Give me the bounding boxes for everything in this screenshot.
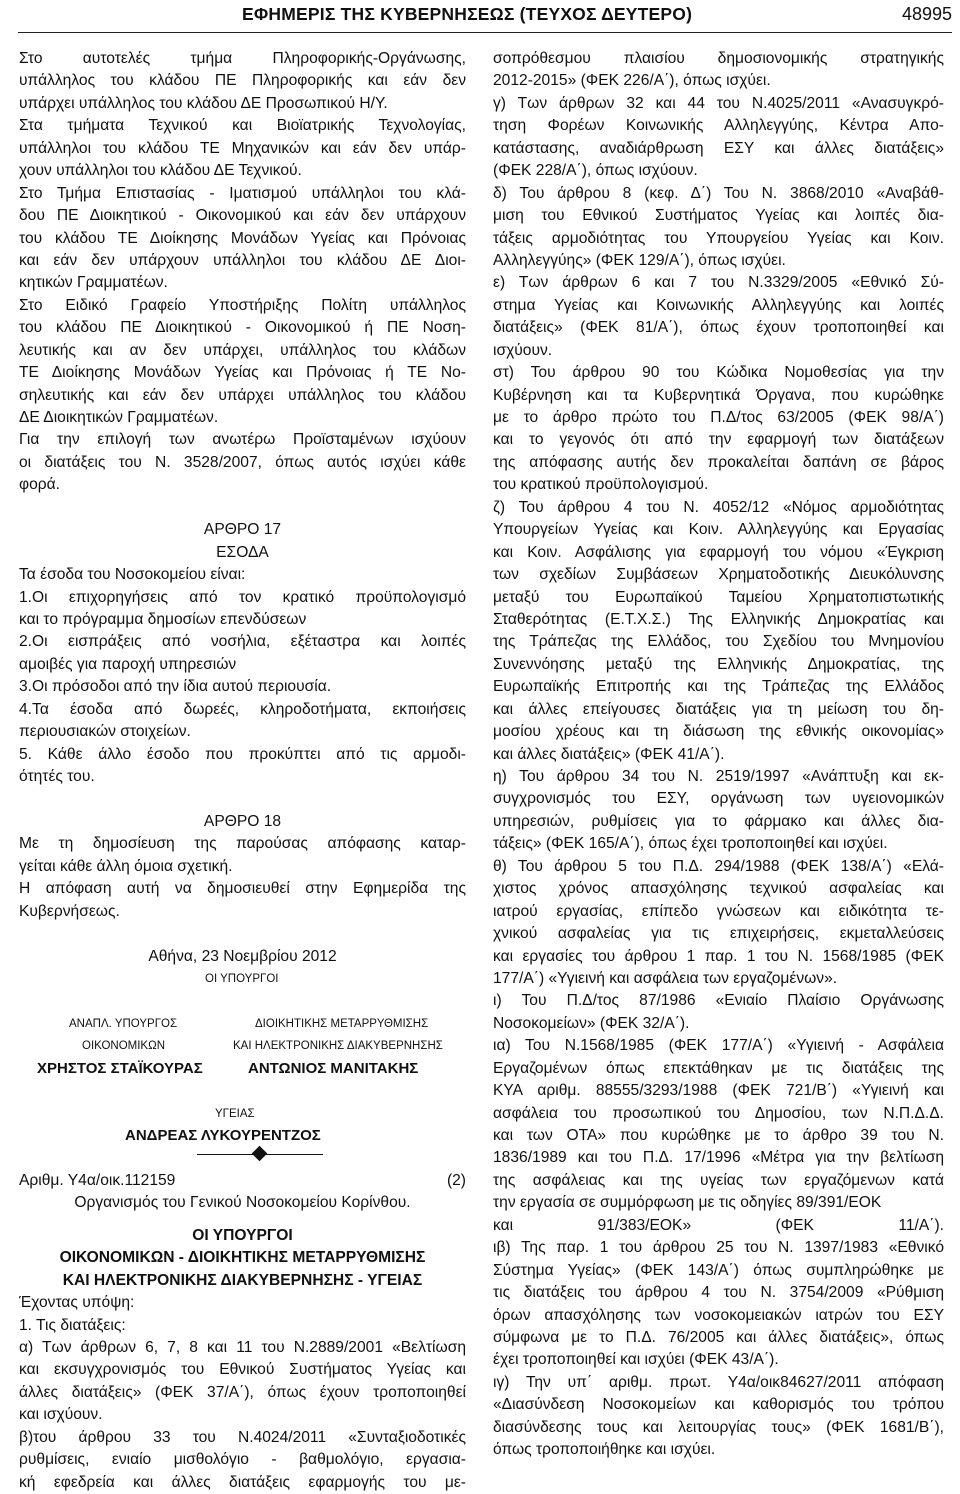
text-line: τάξεις» (ΦΕΚ 165/Α΄), όπως έχει τροποποιηθεί και ισχύει. (493, 835, 888, 853)
text-line: Με τη δημοσίευση της παρούσας απόφασης καταρ- (19, 835, 466, 853)
minister-title: ΑΝΑΠΛ. ΥΠΟΥΡΓΟΣ (69, 1017, 178, 1030)
minister-titles (19, 1103, 466, 1125)
text-line: ια) Του Ν.1568/1985 (ΦΕΚ 177/Α΄) «Υγιεινή - Ασφάλεια (493, 1037, 944, 1055)
text-line: κητικών Γραμματέων. (19, 274, 168, 292)
article-18-heading: ΑΡΘΡΟ 18 (203, 812, 282, 830)
minister-name: ΑΝΔΡΕΑΣ ΛΥΚΟΥΡΕΝΤΖΟΣ (125, 1127, 321, 1144)
text-line: Στο Ειδικό Γραφείο Υποστήριξης Πολίτη υπάλληλος (19, 296, 466, 314)
text-line: και εργασίες του άρθρου 1 παρ. 1 του Ν. 1568/1985 (ΦΕΚ (493, 947, 944, 965)
text-line: χνικού ασφαλείας για τις επιχειρήσεις, εκμεταλλεύσεις (493, 925, 944, 943)
text-line: ι) Του Π.Δ/τος 87/1986 «Ενιαίο Πλαίσιο Οργάνωσης (493, 992, 944, 1010)
text-line: κατάστασης, αναδιάρθρωση ΕΣΥ και άλλες διατάξεις» (493, 139, 944, 157)
text-line: σύμφωνα με το Π.Δ. 76/2005 και άλλες διατάξεις», όπως (493, 1328, 944, 1346)
text-line: Έχοντας υπόψη: (19, 1294, 135, 1312)
text-line: και εκσυγχρονισμός του Εθνικού Συστήματος Υγείας και (19, 1361, 466, 1379)
text-line: 1. Τις διατάξεις: (19, 1316, 126, 1334)
authority-line: ΚΑΙ ΗΛΕΚΤΡΟΝΙΚΗΣ ΔΙΑΚΥΒΕΡΝΗΣΗΣ - ΥΓΕΙΑΣ (62, 1271, 423, 1289)
gazette-title: ΕΦΗΜΕΡΙΣ ΤΗΣ ΚΥΒΕΡΝΗΣΕΩΣ (ΤΕΥΧΟΣ ΔΕΥΤΕΡΟ) (242, 4, 693, 24)
right-column (493, 48, 944, 1462)
minister-names (19, 1058, 466, 1080)
minister-name: ΧΡΗΣΤΟΣ ΣΤΑΪΚΟΥΡΑΣ (37, 1059, 203, 1077)
ministers-label (19, 968, 466, 990)
text-line: δου ΠΕ Διοικητικού - Οικονομικού και εάν δεν υπάρχουν (19, 207, 466, 225)
text-line: σηλευτικής και εάν δεν υπάρχει υπάλληλος του κλάδου (19, 386, 466, 404)
text-line: Για την επιλογή των ανωτέρω Προϊσταμένων ισχύουν (19, 431, 466, 449)
spacer (19, 923, 466, 945)
text-line: 1836/1989 και του Π.Δ. 17/1996 «Μέτρα για την βελτίωση (493, 1149, 944, 1167)
text-line: κή εφεδρεία και άλλες διατάξεις εφαρμογής του με- (19, 1473, 466, 1491)
minister-title: ΥΓΕΙΑΣ (215, 1107, 255, 1120)
text-line: του κλάδου ΠΕ Διοικητικού - Οικονομικού ή ΠΕ Νοση- (19, 319, 466, 337)
text-line: τηση Φορέων Κοινωνικής Αλληλεγγύης, Κέντρα Απο- (493, 117, 944, 135)
text-line: φορά. (19, 476, 61, 494)
text-line: όρων απασχόλησης των νοσοκομειακών ιατρών του ΕΣΥ (493, 1306, 944, 1324)
text-line: υπάλληλος του κλάδου ΠΕ Πληροφορικής και εάν δεν (19, 72, 466, 90)
text-line: ε) Των άρθρων 6 και 7 του Ν.3329/2005 «Εθνικό Σύ- (493, 274, 944, 292)
minister-title: ΔΙΟΙΚΗΤΙΚΗΣ ΜΕΤΑΡΡΥΘΜΙΣΗΣ (255, 1017, 429, 1030)
text-line: στημα Υγείας και Κοινωνικής Αλληλεγγύης και λοιπές (493, 296, 944, 314)
text-line: 1.Οι επιχορηγήσεις από τον κρατικό προϋπολογισμό (19, 588, 466, 606)
authority-line: ΟΙ ΥΠΟΥΡΓΟΙ (192, 1226, 293, 1244)
text-line: και Κοιν. Ασφάλισης για εφαρμογή του νόμου «Έγκριση (493, 543, 944, 561)
article-17-heading: ΑΡΘΡΟ 17 (203, 521, 282, 539)
text-line: ιβ) Της παρ. 1 του άρθρου 25 του Ν. 1397/1983 «Εθνικό (493, 1239, 944, 1257)
text-line: των σχεδίων Συμβάσεων Χρηματοδοτικής Διευκόλυνσης (493, 566, 944, 584)
text-line: διατάξεις» (ΦΕΚ 81/Α΄), όπως έχουν τροποποιηθεί και (493, 319, 944, 337)
text-line: υπηρεσιών, ρυθμίσεις για το φάρμακο και άλλες δια- (493, 812, 944, 830)
text-line: γ) Των άρθρων 32 και 44 του Ν.4025/2011 «Ανασυγκρό- (493, 94, 944, 112)
text-line: α) Των άρθρων 6, 7, 8 και 11 του Ν.2889/2001 «Βελτίωση (19, 1338, 466, 1356)
text-line: μοσίου χρέους και τη διάσωση της εθνικής οικονομίας» (493, 723, 944, 741)
text-line: ζ) Του άρθρου 4 του Ν. 4052/12 «Νόμος αρμοδιότητας (493, 498, 944, 516)
text-line: ότητές του. (19, 768, 95, 785)
text-line: Στο αυτοτελές τμήμα Πληροφορικής-Οργάνωσης, (19, 50, 466, 67)
text-line: και των ΟΤΑ» που κυρώθηκε με το άρθρο 39 του Ν. (493, 1127, 944, 1144)
text-line: υπάρχει υπάλληλος του κλάδου ΔΕ Προσωπικού Η/Υ. (19, 94, 388, 112)
text-line: Σταθερότητας (Ε.Τ.Χ.Σ.) Της Ελληνικής Δημοκρατίας και (493, 610, 944, 628)
text-line: Στα τμήματα Τεχνικού και Βιοϊατρικής Τεχνολογίας, (19, 117, 466, 135)
minister-titles (19, 1035, 466, 1057)
diamond-icon (252, 1146, 268, 1162)
text-line: του κλάδου ΤΕ Διοίκησης Μονάδων Υγείας και Πρόνοιας (19, 229, 466, 247)
text-line: στ) Του άρθρου 90 του Κώδικα Νομοθεσίας για την (493, 364, 944, 382)
text-line: μιση του Εθνικού Συστήματος Υγείας και λοιπές δια- (493, 207, 944, 225)
text-line: Εργαζομένων όπως επεκτάθηκαν με τις διατάξεις της (493, 1059, 944, 1077)
text-line: (ΦΕΚ 228/Α΄), όπως ισχύουν. (493, 162, 698, 180)
text-line: ασφάλεια του προσωπικού του Δημοσίου, των Ν.Π.Δ.Δ. (493, 1104, 944, 1122)
text-line: Νοσοκομείων» (ΦΕΚ 32/Α΄). (493, 1014, 690, 1032)
spacer (19, 1080, 466, 1102)
text-line: Κυβερνήσεως. (19, 902, 120, 920)
text-line: της απόφασης αυτής δεν προκαλείται δαπάνη σε βάρος (493, 453, 944, 471)
left-column (19, 48, 466, 1494)
spacer (19, 1215, 466, 1225)
text-line: γείται κάθε άλλη όμοια σχετική. (19, 857, 233, 875)
text-line: Τα έσοδα του Νοσοκομείου είναι: (19, 566, 246, 584)
authority-line: ΟΙΚΟΝΟΜΙΚΩΝ - ΔΙΟΙΚΗΤΙΚΗΣ ΜΕΤΑΡΡΥΘΜΙΣΗΣ (59, 1249, 426, 1267)
text-line: ΚΥΑ αριθμ. 88555/3293/1988 (ΦΕΚ 721/Β΄) «Υγιεινή και (493, 1082, 944, 1100)
text-line: ΔΕ Διοικητικών Γραμματέων. (19, 409, 219, 426)
text-line: και εάν δεν υπάρχουν υπάλληλοι του κλάδου ΔΕ Διοι- (19, 251, 466, 269)
text-line: και 91/383/ΕΟΚ» (ΦΕΚ 11/Α΄). (493, 1216, 944, 1234)
page-number: 48995 (901, 4, 952, 24)
article-17-subheading: ΕΣΟΔΑ (216, 543, 269, 561)
spacer (19, 990, 466, 1012)
text-line: ισχύουν. (493, 341, 553, 359)
reference-index: (2) (446, 1171, 466, 1189)
text-line: έχει τροποποιηθεί και ισχύει (ΦΕΚ 43/Α΄). (493, 1351, 779, 1369)
text-line: 5. Κάθε άλλο έσοδο που προκύπτει από τις αρμοδι- (19, 745, 466, 763)
text-line: και το γεγονός ότι από την εφαρμογή των διατάξεων (493, 431, 944, 449)
text-line: περιουσιακών στοιχείων. (19, 723, 191, 741)
spacer (19, 497, 466, 519)
document-subject: Οργανισμός του Γενικού Νοσοκομείου Κορίνθου. (74, 1194, 411, 1212)
text-line: της ασφάλειας και της υγείας των εργαζόμενων κατά (493, 1171, 944, 1189)
page-header (0, 0, 960, 34)
text-line: τάξεις αρμοδιότητας του Υπουργείου Υγείας και Κοιν. (493, 229, 944, 247)
minister-titles (19, 1013, 466, 1035)
text-line: η) Του άρθρου 34 του Ν. 2519/1997 «Ανάπτυξη και εκ- (493, 768, 944, 785)
text-line: 2.Οι εισπράξεις από νοσήλια, εξέταστρα και λοιπές (19, 633, 466, 651)
text-line: 4.Τα έσοδα από δωρεές, κληροδοτήματα, εκποιήσεις (19, 700, 466, 718)
text-line: Συνεννόησης μεταξύ της Ελληνικής Δημοκρατίας, της (493, 655, 944, 673)
text-line: Ευρωπαϊκής Επιτροπής και της Τράπεζας της Ελλάδος (493, 678, 944, 696)
minister-name: ΑΝΤΩΝΙΟΣ ΜΑΝΙΤΑΚΗΣ (248, 1059, 419, 1077)
spacer (19, 788, 466, 810)
text-line: όπως τροποποιήθηκε και ισχύει. (493, 1441, 716, 1459)
header-rule (18, 32, 952, 33)
text-line: σοπρόθεσμου πλαισίου δημοσιονομικής στρατηγικής (493, 50, 944, 67)
minister-names (19, 1125, 466, 1147)
text-line: ιατρού εργασίας, επίπεδο γνώσεων και ειδικότητα τε- (493, 902, 944, 920)
text-line: Στο Τμήμα Επιστασίας - Ιματισμού υπάλληλοι του κλά- (19, 184, 466, 202)
reference-number: Αριθμ. Υ4α/οικ.112159 (19, 1171, 176, 1189)
text-line: του κρατικού προϋπολογισμού. (493, 476, 709, 494)
text-line: και άλλες επείγουσες διατάξεις για τη μείωση του δη- (493, 700, 944, 718)
text-line: θ) Του άρθρου 5 του Π.Δ. 294/1988 (ΦΕΚ 138/Α΄) «Ελά- (493, 857, 944, 875)
text-line: και το πρόγραμμα δημοσίων επενδύσεων (19, 610, 307, 628)
text-line: Σύστημα Υγείας» (ΦΕΚ 143/Α΄) όπως συμπληρώθηκε με (493, 1261, 944, 1279)
text-line: 2012-2015» (ΦΕΚ 226/Α΄), όπως ισχύει. (493, 72, 771, 90)
text-line: Υπουργείων Υγείας και Κοιν. Αλληλεγγύης και Εργασίας (493, 521, 944, 539)
text-line: Αλληλεγγύης» (ΦΕΚ 129/Α΄), όπως ισχύει. (493, 251, 786, 269)
text-line: χιστος χρόνος απασχόλησης τεχνικού ασφαλείας και (493, 880, 944, 898)
text-line: λευτικής και αν δεν υπάρχει, υπάλληλος του κλάδων (19, 341, 466, 359)
text-line: ρυθμίσεις, ενιαίο μισθολόγιο - βαθμολόγιο, εργασια- (19, 1451, 466, 1469)
place-date: Αθήνα, 23 Νοεμβρίου 2012 (148, 947, 337, 965)
text-line: 3.Οι πρόσοδοι από την ίδια αυτού περιουσία. (19, 678, 332, 696)
text-line: αμοιβές για παροχή υπηρεσιών (19, 655, 237, 673)
text-line: μεταξύ του Ευρωπαϊκού Ταμείου Χρηματοπιστωτικής (493, 588, 944, 606)
text-line: διασύνδεσης τους και λειτουργίας τους» (ΦΕΚ 1681/Β΄), (493, 1418, 944, 1436)
text-line: και ισχύουν. (19, 1406, 103, 1424)
text-line: τις διατάξεις του άρθρου 4 του Ν. 3754/2009 «Ρύθμιση (493, 1284, 944, 1302)
text-line: την εργασία σε συμμόρφωση με τις οδηγίες 89/391/ΕΟΚ (493, 1194, 882, 1212)
text-line: Κυβέρνηση και τα Κυβερνητικά Όργανα, που κυρώθηκε (493, 386, 944, 404)
text-line: 177/Α΄) «Υγιεινή και ασφάλεια των εργαζομένων». (493, 969, 838, 987)
text-line: της Τράπεζας της Ελλάδος, του Σχεδίου του Μνημονίου (493, 633, 944, 651)
text-line: άλλες διατάξεις» (ΦΕΚ 37/Α΄), όπως έχουν τροποποιηθεί (19, 1383, 466, 1401)
decision-reference (19, 1170, 466, 1192)
text-line: με το άρθρο πρώτο του Π.Δ/τος 63/2005 (ΦΕΚ 98/Α΄) (493, 409, 944, 426)
text-line: β)του άρθρου 33 του Ν.4024/2011 «Συνταξιοδοτικές (19, 1428, 466, 1446)
text-line: συγχρονισμός του ΕΣΥ, οργάνωση των υγειονομικών (493, 790, 944, 808)
text-line: χουν υπάλληλοι του κλάδου ΔΕ Τεχνικού. (19, 162, 302, 180)
text-line: υπάλληλοι του κλάδου ΤΕ Μηχανικών και εάν δεν υπάρ- (19, 139, 466, 157)
minister-title: ΚΑΙ ΗΛΕΚΤΡΟΝΙΚΗΣ ΔΙΑΚΥΒΕΡΝΗΣΗΣ (233, 1040, 443, 1053)
ministers-label-text: ΟΙ ΥΠΟΥΡΓΟΙ (205, 972, 279, 985)
text-line: και άλλες διατάξεις» (ΦΕΚ 41/Α΄). (493, 745, 725, 763)
text-line: Η απόφαση αυτή να δημοσιευθεί στην Εφημερίδα της (19, 880, 466, 898)
text-line: «Διασύνδεση Νοσοκομείων και καθορισμός του τρόπου (493, 1396, 944, 1414)
minister-title: ΟΙΚΟΝΟΜΙΚΩΝ (82, 1040, 165, 1053)
text-line: δ) Του άρθρου 8 (κεφ. Δ΄) Του Ν. 3868/2010 «Αναβάθ- (493, 184, 944, 202)
text-line: οι διατάξεις του Ν. 3528/2007, όπως αυτός ισχύει κάθε (19, 453, 466, 471)
text-line: ΤΕ Διοίκησης Μονάδων Υγείας και Πρόνοιας ή ΤΕ Νο- (19, 364, 466, 382)
separator (19, 1147, 466, 1169)
text-line: ιγ) Την υπ΄ αριθμ. πρωτ. Υ4α/οικ84627/2011 απόφαση (493, 1373, 944, 1391)
